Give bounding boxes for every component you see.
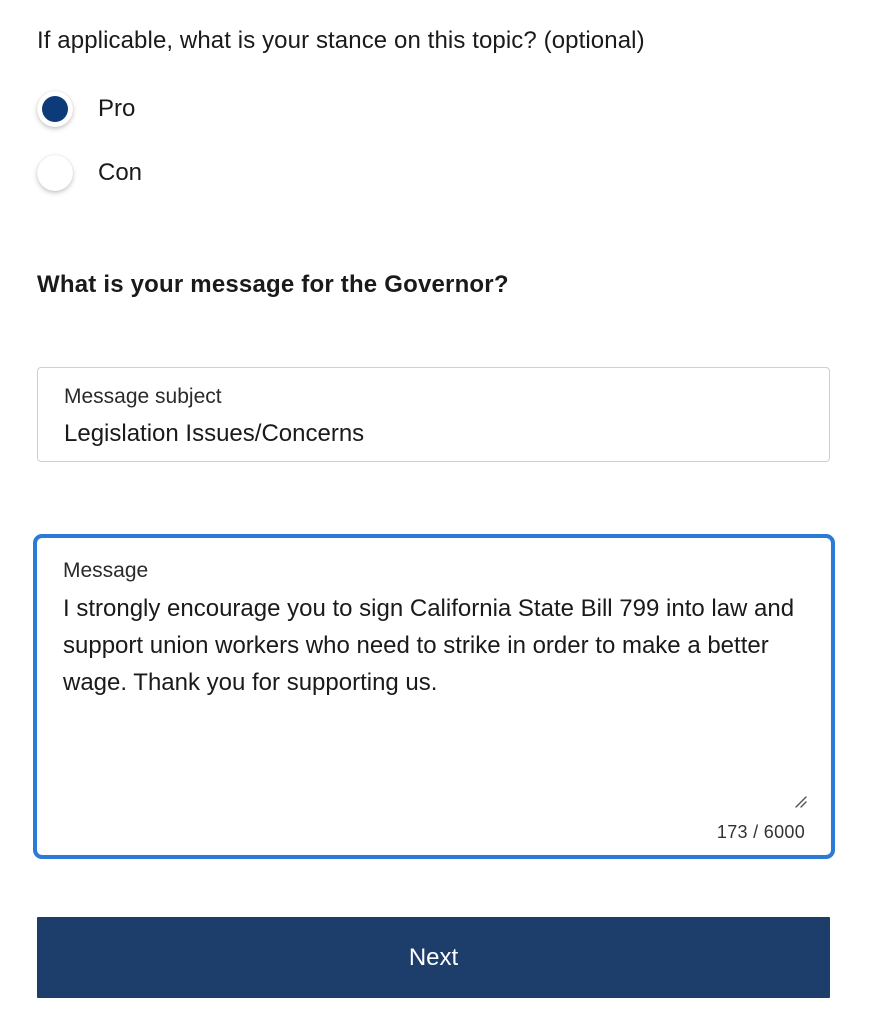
- next-button[interactable]: Next: [37, 917, 830, 998]
- radio-option-con[interactable]: [37, 155, 142, 191]
- radio-button-con[interactable]: [37, 155, 73, 191]
- resize-handle-icon[interactable]: [793, 794, 807, 808]
- message-subject-value[interactable]: Legislation Issues/Concerns: [64, 420, 365, 447]
- message-textarea[interactable]: [33, 534, 835, 859]
- character-counter: 173 / 6000: [716, 822, 805, 842]
- message-label: Message: [63, 559, 149, 582]
- radio-button-pro[interactable]: [37, 91, 73, 127]
- stance-question: If applicable, what is your stance on this topic? (optional): [37, 27, 645, 54]
- message-subject-field[interactable]: [37, 367, 830, 462]
- radio-label-con[interactable]: Con: [98, 159, 143, 186]
- radio-label-pro[interactable]: Pro: [98, 95, 136, 122]
- message-section-heading: What is your message for the Governor?: [37, 271, 509, 298]
- radio-option-pro[interactable]: [37, 91, 135, 127]
- radio-selected-dot: [42, 96, 68, 122]
- message-text[interactable]: I strongly encourage you to sign California State Bill 799 into law and support union workers who need to strike in order to make a better wage. Thank you for supporting us.: [63, 595, 795, 696]
- message-subject-label: Message subject: [64, 385, 222, 408]
